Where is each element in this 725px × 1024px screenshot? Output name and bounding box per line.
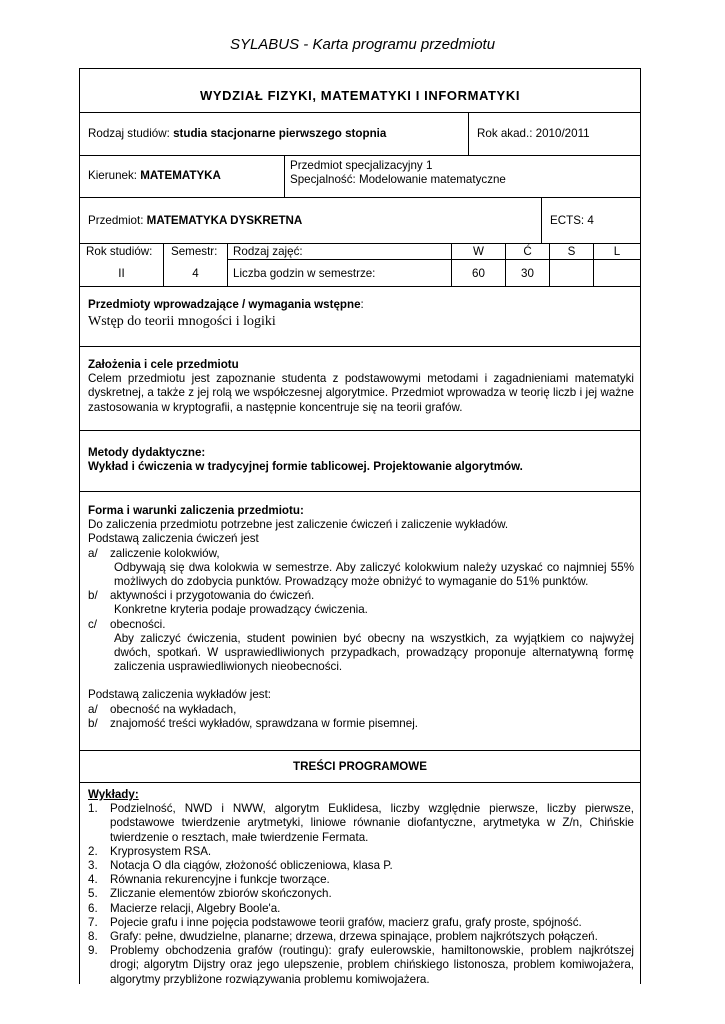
divider: [227, 259, 640, 260]
year-label: Rok studiów:: [86, 245, 153, 258]
item-title: zaliczenie kolokwiów,: [110, 546, 220, 560]
subject-label: Przedmiot:: [88, 214, 144, 227]
document-title: SYLABUS - Karta programu przedmiotu: [229, 36, 496, 53]
item-title: aktywności i przygotowania do ćwiczeń.: [110, 589, 315, 603]
spacer: [88, 674, 634, 688]
program-item: [88, 887, 634, 901]
major-row: [80, 156, 640, 198]
methods-block: [88, 446, 634, 474]
goals-text: Celem przedmiotu jest zapoznanie studenta z podstawowymi metodami i zagadnieniami matematyki dyskretnej, a także z jej rolą we współczesnej algorytmice. Przedmiot wprowadza w teorię liczb i jej ważne zastosowania w kryptografii, a następnie koncentruje się na teorii grafów.: [88, 372, 634, 414]
item-text: Problemy obchodzenia grafów (routingu): grafy eulerowskie, hamiltonowskie, problem najkrótszej drogi; algorytm Dijstry oraz jego ulepszenie, problem chińskiego listonosza, problem komiwojażera, algorytmy przybliżone rozwiązywania problemu komiwojażera.: [110, 944, 634, 986]
program-item: [88, 944, 634, 987]
methods-heading: Metody dydaktyczne:: [88, 446, 206, 459]
lectures-basis: Podstawą zaliczenia wykładów jest:: [88, 688, 272, 702]
divider: [541, 198, 542, 243]
prerequisites-section: [80, 287, 640, 347]
hours-w: 60: [472, 267, 485, 280]
item-text: Grafy: pełne, dwudzielne, planarne; drzewa, drzewa spinające, problem najkrótszych połączeń.: [110, 930, 598, 944]
program-item: [88, 845, 634, 859]
prerequisites-colon: :: [360, 298, 364, 311]
program-block: [88, 788, 634, 987]
item-text: obecność na wykładach,: [110, 702, 237, 716]
item-number: 8.: [88, 930, 98, 944]
item-number: 3.: [88, 859, 98, 873]
item-text: Pojecie grafu i inne pojęcia podstawowe teorii grafów, macierz grafu, grafy proste, spójność.: [110, 915, 582, 929]
lectures-heading: Wykłady:: [88, 788, 139, 801]
academic-year-value: 2010/2011: [535, 127, 590, 140]
exercise-item-b: [88, 589, 634, 603]
exercises-basis: Podstawą zaliczenia ćwiczeń jest: [88, 532, 259, 546]
methods-text: Wykład i ćwiczenia w tradycyjnej formie tablicowej. Projektowanie algorytmów.: [88, 460, 523, 474]
program-item: [88, 916, 634, 930]
assessment-heading: Forma i warunki zaliczenia przedmiotu:: [88, 504, 304, 517]
program-item: [88, 902, 634, 916]
schedule-section: [80, 244, 640, 287]
goals-section: [80, 347, 640, 431]
column-header-w: W: [473, 245, 484, 258]
major-value: MATEMATYKA: [140, 169, 221, 182]
item-number: 1.: [88, 802, 98, 816]
academic-year-label: Rok akad.:: [477, 127, 533, 140]
assessment-intro: Do zaliczenia przedmiotu potrzebne jest zaliczenie ćwiczeń i zaliczenie wykładów.: [88, 518, 509, 532]
divider: [284, 156, 285, 197]
faculty-name: WYDZIAŁ FIZYKI, MATEMATYKI I INFORMATYKI: [199, 88, 521, 103]
study-type-value: studia stacjonarne pierwszego stopnia: [173, 127, 387, 140]
hours-c: 30: [521, 267, 534, 280]
semester-label: Semestr:: [171, 245, 218, 258]
column-header-l: L: [613, 245, 621, 258]
divider: [227, 244, 228, 286]
methods-section: [80, 431, 640, 492]
program-item: [88, 802, 634, 845]
program-item: [88, 930, 634, 944]
item-number: 6.: [88, 901, 98, 915]
assessment-block: [88, 504, 634, 731]
syllabus-form: [79, 68, 641, 984]
program-heading: TREŚCI PROGRAMOWE: [293, 760, 427, 773]
ects-label: ECTS:: [550, 214, 585, 227]
study-type-row: [80, 113, 640, 156]
item-title: obecności.: [110, 617, 166, 631]
item-text: Równania rekurencyjne i funkcje tworzące.: [110, 873, 330, 887]
prerequisites-label: Przedmioty wprowadzające / wymagania wstępne: [88, 298, 361, 311]
column-header-c: Ć: [523, 245, 532, 258]
specialization-line1: Przedmiot specjalizacyjny 1: [290, 159, 433, 172]
year-value: II: [118, 267, 125, 280]
program-item: [88, 859, 634, 873]
class-type-label: Rodzaj zajęć:: [233, 245, 303, 258]
item-text: Kryprosystem RSA.: [110, 844, 212, 858]
item-text: Zliczanie elementów zbiorów skończonych.: [110, 887, 332, 901]
major: [88, 169, 221, 182]
item-text: znajomość treści wykładów, sprawdzana w formie pisemnej.: [110, 716, 418, 730]
program-heading-section: [80, 751, 640, 783]
exercise-item-a: [88, 547, 634, 561]
ects: [550, 214, 594, 227]
goals-block: [88, 358, 634, 415]
item-label: a/: [88, 702, 98, 716]
item-text: Podzielność, NWD i NWW, algorytm Euklidesa, liczby względnie pierwsze, liczby pierwsze, podstawowe twierdzenie arytmetyki, liniowe równanie diofantyczne, arytmetyka w Z/n, Chińskie twierdzenie o resztach, małe twierdzenie Fermata.: [110, 802, 634, 844]
item-number: 7.: [88, 915, 98, 929]
specialization: [290, 159, 506, 187]
exercise-item-c: [88, 618, 634, 632]
program-item: [88, 873, 634, 887]
exercise-item-a-detail: Odbywają się dwa kolokwia w semestrze. Aby zaliczyć kolokwium należy uzyskać co najmniej 55% możliwych do zdobycia punktów. Prowadzący może obniżyć to wymaganie do 51% punktów.: [114, 560, 634, 589]
study-type: [88, 127, 386, 140]
hours-label: Liczba godzin w semestrze:: [233, 267, 376, 280]
lecture-item-a: [88, 703, 634, 717]
study-type-label: Rodzaj studiów:: [88, 127, 170, 140]
goals-heading: Założenia i cele przedmiotu: [88, 358, 239, 371]
exercise-item-b-detail: Konkretne kryteria podaje prowadzący ćwiczenia.: [114, 603, 368, 617]
faculty-section: [80, 69, 640, 113]
divider: [468, 113, 469, 155]
subject: [88, 214, 302, 227]
item-label: b/: [88, 589, 98, 603]
item-text: Notacja O dla ciągów, złożoność obliczeniowa, klasa P.: [110, 859, 393, 873]
semester-value: 4: [192, 267, 199, 280]
item-number: 4.: [88, 873, 98, 887]
item-label: c/: [88, 617, 98, 631]
item-number: 9.: [88, 944, 98, 958]
item-label: a/: [88, 546, 98, 560]
exercise-item-c-detail: Aby zaliczyć ćwiczenia, student powinien być obecny na wszystkich, za wyjątkiem co najwyżej dwóch, spotkań. W usprawiedliwionych przypadkach, prowadzący proponuje alternatywną formę zaliczenia usprawiedliwionych nieobecności.: [114, 631, 634, 674]
lecture-item-b: [88, 717, 634, 731]
item-text: Macierze relacji, Algebry Boole'a.: [110, 901, 281, 915]
prerequisites-value: Wstęp do teorii mnogości i logiki: [88, 314, 276, 329]
assessment-section: [80, 492, 640, 751]
program-section: [80, 783, 640, 985]
academic-year: [477, 127, 590, 140]
ects-value: 4: [587, 214, 594, 227]
item-label: b/: [88, 716, 98, 730]
column-header-s: S: [567, 245, 576, 258]
specialization-line2: Specjalność: Modelowanie matematyczne: [290, 173, 506, 186]
subject-value: MATEMATYKA DYSKRETNA: [146, 214, 303, 227]
item-number: 5.: [88, 887, 98, 901]
prerequisites-heading: [88, 298, 364, 311]
subject-row: [80, 198, 640, 244]
major-label: Kierunek:: [88, 169, 137, 182]
item-number: 2.: [88, 844, 98, 858]
